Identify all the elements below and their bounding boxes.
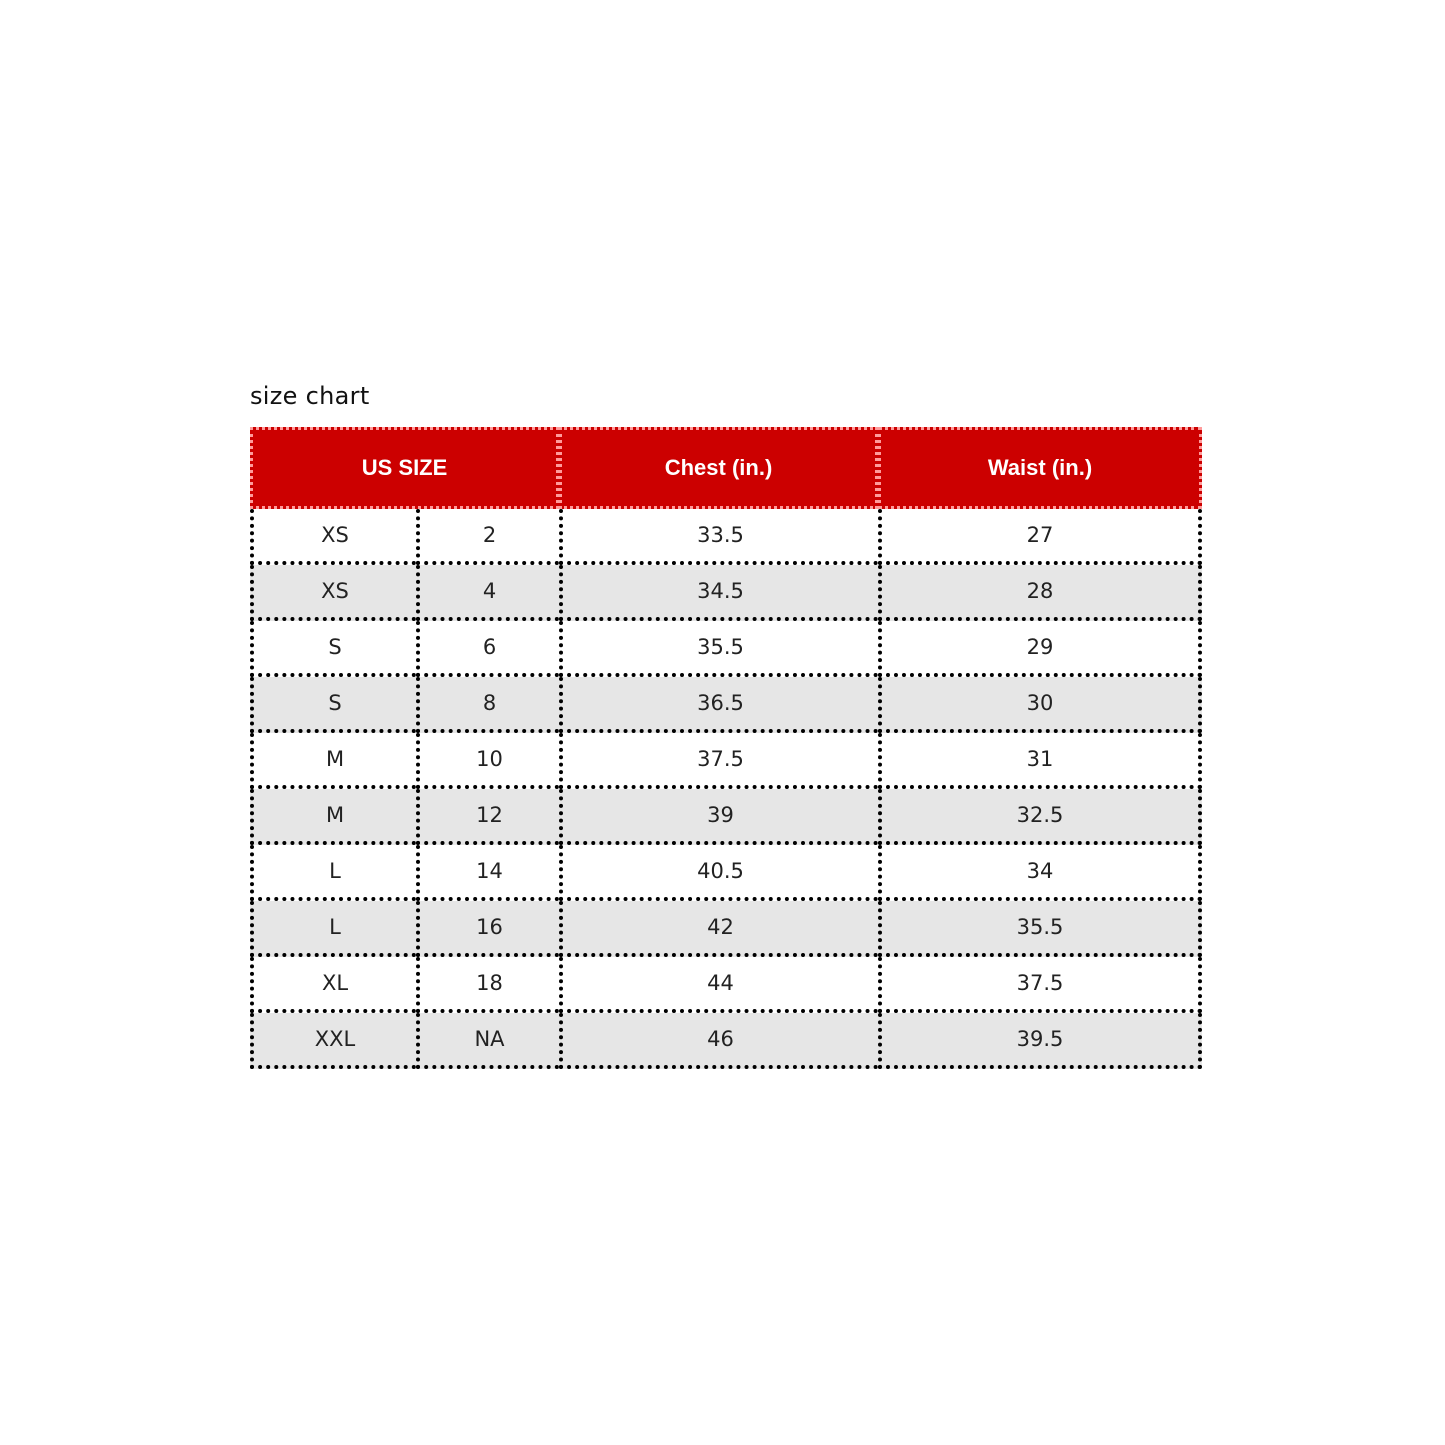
cell-chest: 42: [559, 901, 878, 957]
cell-chest: 37.5: [559, 733, 878, 789]
cell-waist: 28: [878, 565, 1202, 621]
cell-waist: 39.5: [878, 1013, 1202, 1069]
cell-number-size: 12: [416, 789, 559, 845]
cell-chest: 33.5: [559, 509, 878, 565]
cell-waist: 30: [878, 677, 1202, 733]
cell-number-size: 14: [416, 845, 559, 901]
cell-chest: 46: [559, 1013, 878, 1069]
table-row: [250, 845, 1202, 901]
cell-letter-size: L: [250, 901, 416, 957]
table-row: [250, 677, 1202, 733]
cell-waist: 29: [878, 621, 1202, 677]
cell-letter-size: L: [250, 845, 416, 901]
cell-number-size: 10: [416, 733, 559, 789]
cell-waist: 27: [878, 509, 1202, 565]
cell-number-size: 8: [416, 677, 559, 733]
cell-number-size: 6: [416, 621, 559, 677]
cell-letter-size: S: [250, 677, 416, 733]
cell-letter-size: M: [250, 789, 416, 845]
cell-chest: 36.5: [559, 677, 878, 733]
cell-waist: 31: [878, 733, 1202, 789]
table-row: [250, 957, 1202, 1013]
cell-letter-size: S: [250, 621, 416, 677]
cell-letter-size: M: [250, 733, 416, 789]
cell-number-size: NA: [416, 1013, 559, 1069]
header-waist: Waist (in.): [878, 427, 1202, 509]
cell-letter-size: XS: [250, 509, 416, 565]
table-header-row: [250, 427, 1202, 509]
page-title: size chart: [250, 382, 370, 410]
cell-number-size: 18: [416, 957, 559, 1013]
table-row: [250, 509, 1202, 565]
cell-letter-size: XXL: [250, 1013, 416, 1069]
table-row: [250, 901, 1202, 957]
cell-number-size: 2: [416, 509, 559, 565]
table-row: [250, 1013, 1202, 1069]
size-chart-table: [250, 427, 1202, 1069]
cell-letter-size: XL: [250, 957, 416, 1013]
cell-number-size: 4: [416, 565, 559, 621]
cell-waist: 34: [878, 845, 1202, 901]
table-row: [250, 621, 1202, 677]
table-row: [250, 733, 1202, 789]
cell-chest: 35.5: [559, 621, 878, 677]
header-chest: Chest (in.): [559, 427, 878, 509]
cell-waist: 32.5: [878, 789, 1202, 845]
cell-letter-size: XS: [250, 565, 416, 621]
cell-chest: 44: [559, 957, 878, 1013]
table-row: [250, 789, 1202, 845]
cell-chest: 34.5: [559, 565, 878, 621]
cell-waist: 35.5: [878, 901, 1202, 957]
cell-waist: 37.5: [878, 957, 1202, 1013]
table-row: [250, 565, 1202, 621]
header-us-size: US SIZE: [250, 427, 559, 509]
cell-chest: 40.5: [559, 845, 878, 901]
cell-chest: 39: [559, 789, 878, 845]
cell-number-size: 16: [416, 901, 559, 957]
